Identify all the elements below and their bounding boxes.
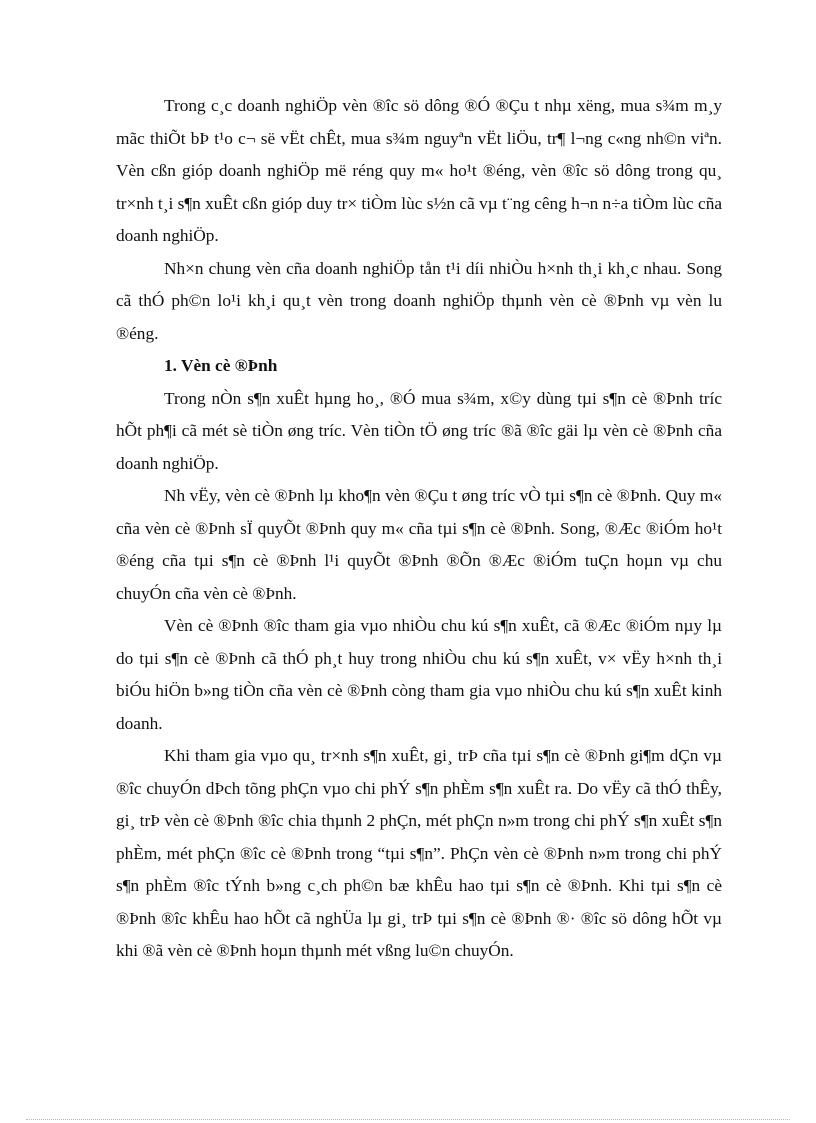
paragraph-2: Nh×n chung vèn cña doanh nghiÖp tån t¹i díi nhiÒu h×nh th¸i kh¸c nhau. Song cã thÓ ph©n lo¹i kh¸i qu¸t vèn trong doanh nghiÖp thµnh vèn cè ®Þnh vµ vèn lu ®éng. <box>116 258 722 343</box>
paragraph-6: Khi tham gia vµo qu¸ tr×nh s¶n xuÊt, gi¸ trÞ cña tµi s¶n cè ®Þnh gi¶m dÇn vµ ®îc chuyÓn dÞch tõng phÇn vµo chi phÝ s¶n phÈm s¶n xuÊt ra. Do vËy cã thÓ thÊy, gi¸ trÞ vèn cè ®Þnh ®îc chia thµnh 2 phÇn, mét phÇn n»m trong chi phÝ s¶n xuÊt s¶n phÈm, mét phÇn ®îc cè ®Þnh trong “tµi s¶n”. PhÇn vèn cè ®Þnh n»m trong chi phÝ s¶n phÈm ®îc tÝnh b»ng c¸ch ph©n bæ khÊu hao tµi s¶n cè ®Þnh. Khi tµi s¶n cè ®Þnh ®îc khÊu hao hÕt cã nghÜa lµ gi¸ trÞ tµi s¶n cè ®Þnh ®· ®îc sö dông hÕt vµ khi ®ã vèn cè ®Þnh hoµn thµnh mét vßng lu©n chuyÓn. <box>116 746 722 960</box>
paragraph-3: Trong nÒn s¶n xuÊt hµng ho¸, ®Ó mua s¾m, x©y dùng tµi s¶n cè ®Þnh tríc hÕt ph¶i cã mét sè tiÒn øng tríc. Vèn tiÒn tÖ øng tríc ®ã ®îc gäi lµ vèn cè ®Þnh cña doanh nghiÖp. <box>116 388 722 473</box>
paragraph-4: Nh vËy, vèn cè ®Þnh lµ kho¶n vèn ®Çu t øng tríc vÒ tµi s¶n cè ®Þnh. Quy m« cña vèn cè ®Þnh sÏ quyÕt ®Þnh quy m« cña tµi s¶n cè ®Þnh. Song, ®Æc ®iÓm ho¹t ®éng cña tµi s¶n cè ®Þnh l¹i quyÕt ®Þnh ®Õn ®Æc ®iÓm tuÇn hoµn vµ chu chuyÓn cña vèn cè ®Þnh. <box>116 486 722 603</box>
page-bottom-border <box>26 1119 790 1120</box>
section-heading: 1. Vèn cè ®Þnh <box>164 356 278 375</box>
paragraph-1: Trong c¸c doanh nghiÖp vèn ®îc sö dông ®Ó ®Çu t nhµ xëng, mua s¾m m¸y mãc thiÕt bÞ t¹o c¬ së vËt chÊt, mua s¾m nguyªn vËt liÖu, tr¶ l¬ng c«ng nh©n viªn. Vèn cßn gióp doanh nghiÖp më réng quy m« ho¹t ®éng, vèn ®îc sö dông trong qu¸ tr×nh t¸i s¶n xuÊt cßn gióp duy tr× tiÒm lùc s½n cã vµ t¨ng cêng h¬n n÷a tiÒm lùc cña doanh nghiÖp. <box>116 96 722 245</box>
document-body <box>116 90 722 968</box>
paragraph-5: Vèn cè ®Þnh ®îc tham gia vµo nhiÒu chu kú s¶n xuÊt, cã ®Æc ®iÓm nµy lµ do tµi s¶n cè ®Þnh cã thÓ ph¸t huy trong nhiÒu chu kú s¶n xuÊt, v× vËy h×nh th¸i biÓu hiÖn b»ng tiÒn cña vèn cè ®Þnh còng tham gia vµo nhiÒu chu kú s¶n xuÊt kinh doanh. <box>116 616 722 733</box>
